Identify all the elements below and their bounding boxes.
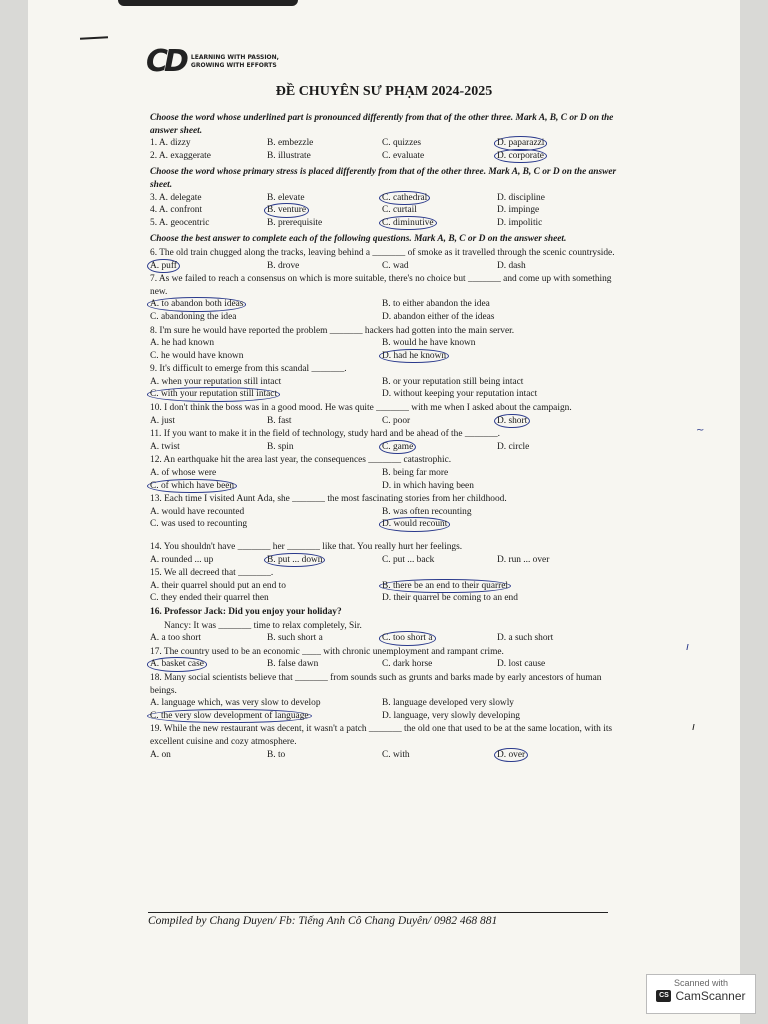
- option-c: C. with: [382, 749, 410, 760]
- option-b: [267, 554, 382, 567]
- question-16-options: [150, 632, 620, 645]
- section-instruction: Choose the word whose underlined part is pronounced differently from that of the other three. Mark A, B, C or D on the answer sheet.: [150, 113, 614, 136]
- option-c: [382, 217, 497, 230]
- logo: [146, 44, 279, 79]
- option-c: C. they ended their quarrel then: [150, 593, 269, 604]
- option-b: B. was often recounting: [382, 506, 472, 517]
- answer-circle: C. diminutive: [379, 216, 437, 231]
- pen-scribble-mark: ~: [696, 425, 705, 436]
- question-14-options: [150, 554, 620, 567]
- answer-circle: B. there be an end to their quarrel: [379, 579, 511, 594]
- option-d: D. circle: [497, 441, 530, 452]
- option-b: B. fast: [267, 415, 292, 426]
- option-d: [497, 137, 617, 150]
- option-d: D. dash: [497, 260, 526, 271]
- option-d: [497, 749, 617, 762]
- question-17: 17. The country used to be an economic ____ with chronic unemployment and rampant crime.: [150, 646, 504, 657]
- question-5: [150, 217, 620, 230]
- answer-circle: D. over: [494, 748, 528, 763]
- option-b: B. to either abandon the idea: [382, 299, 490, 310]
- question-7: 7. As we failed to reach a consensus on which is more suitable, there's no choice but _______ and come up with something new.: [150, 274, 612, 297]
- question-10-options: [150, 415, 620, 428]
- option-c: C. put ... back: [382, 554, 435, 565]
- question-8: 8. I'm sure he would have reported the problem _______ hackers had gotten into the main server.: [150, 325, 515, 336]
- camscanner-logo-icon: CS: [656, 990, 671, 1002]
- question-10: 10. I don't think the boss was in a good mood. He was quite _______ with me when I asked about the campaign.: [150, 403, 572, 414]
- question-13-options: [150, 506, 620, 531]
- question-17-options: [150, 658, 620, 671]
- option-c: C. abandoning the idea: [150, 311, 237, 322]
- option-b: B. to: [267, 749, 286, 760]
- option-a: A. on: [150, 749, 171, 760]
- option-b: [382, 580, 620, 593]
- question-18: 18. Many social scientists believe that _______ from sounds such as grunts and barks made by early ancestors of human beings.: [150, 672, 602, 696]
- question-12-options: [150, 467, 620, 492]
- option-c: [382, 192, 497, 205]
- option-a: A. of whose were: [150, 468, 217, 479]
- option-a: [150, 298, 382, 311]
- option-b: B. false dawn: [267, 659, 319, 670]
- option-c: C. was used to recounting: [150, 519, 248, 530]
- question-4: [150, 204, 620, 217]
- answer-circle: C. the very slow development of language: [147, 709, 312, 724]
- option-a: 4. A. confront: [150, 205, 203, 216]
- option-d: D. language, very slowly developing: [382, 710, 520, 721]
- question-15: 15. We all decreed that _______.: [150, 568, 274, 579]
- option-a: A. twist: [150, 441, 180, 452]
- question-16: 16. Professor Jack: Did you enjoy your holiday?: [150, 606, 342, 617]
- section-instruction: Choose the word whose primary stress is placed differently from that of the other three. Mark A, B, C or D on the answer sheet.: [150, 167, 617, 190]
- option-d: D. impolitic: [497, 217, 543, 228]
- option-d: D. lost cause: [497, 659, 546, 670]
- option-a: A. he had known: [150, 338, 215, 349]
- option-c: [150, 480, 382, 493]
- option-a: A. just: [150, 415, 176, 426]
- option-a: 1. A. dizzy: [150, 138, 191, 149]
- option-b: B. such short a: [267, 633, 323, 644]
- option-d: D. in which having been: [382, 480, 474, 491]
- answer-circle: A. puff: [147, 259, 180, 274]
- option-a: A. would have recounted: [150, 506, 245, 517]
- logo-slogan: LEARNING WITH PASSION, GROWING WITH EFFORTS: [190, 53, 279, 69]
- option-c: C. quizzes: [382, 138, 422, 149]
- option-b: B. embezzle: [267, 138, 314, 149]
- answer-circle: D. short: [494, 414, 530, 429]
- scanned-page: [28, 0, 740, 1024]
- pen-mark: ı: [686, 640, 690, 653]
- question-2: [150, 150, 620, 163]
- option-c: [382, 441, 497, 454]
- option-a: 2. A. exaggerate: [150, 150, 211, 161]
- option-d: [497, 415, 617, 428]
- answer-circle: A. to abandon both ideas: [147, 297, 246, 312]
- answer-circle: C. game: [379, 440, 416, 455]
- option-a: 5. A. geocentric: [150, 217, 210, 228]
- option-b: B. or your reputation still being intact: [382, 376, 524, 387]
- option-d: D. discipline: [497, 192, 545, 203]
- question-19-options: [150, 749, 620, 762]
- pen-mark: ı: [692, 720, 696, 733]
- option-d: [382, 518, 620, 531]
- option-b: B. would he have known: [382, 338, 476, 349]
- option-c: [150, 710, 382, 723]
- scan-edge-mark: [118, 0, 298, 6]
- option-c: C. evaluate: [382, 150, 425, 161]
- option-c: C. poor: [382, 415, 411, 426]
- option-a: [150, 658, 267, 671]
- option-c: C. dark horse: [382, 659, 433, 670]
- option-c: C. wad: [382, 260, 409, 271]
- question-6: 6. The old train chugged along the tracks, leaving behind a _______ of smoke as it travelled through the scenic countryside.: [150, 247, 615, 258]
- logo-mark: CD: [146, 44, 185, 79]
- section-instruction: Choose the best answer to complete each of the following questions. Mark A, B, C or D on the answer sheet.: [150, 234, 567, 245]
- question-7-options: [150, 298, 620, 323]
- option-c: C. curtail: [382, 205, 417, 216]
- footer-credit: Compiled by Chang Duyen/ Fb: Tiếng Anh Cô Chang Duyên/ 0982 468 881: [148, 912, 608, 927]
- answer-circle: A. basket case: [147, 657, 207, 672]
- option-b: B. being far more: [382, 468, 449, 479]
- option-d: D. without keeping your reputation intact: [382, 389, 538, 400]
- option-c: [382, 632, 497, 645]
- option-a: [150, 260, 267, 273]
- option-a: A. a too short: [150, 633, 202, 644]
- question-11: 11. If you want to make it in the field of technology, study hard and be ahead of the _______.: [150, 429, 500, 440]
- question-13: 13. Each time I visited Aunt Ada, she _______ the most fascinating stories from her childhood.: [150, 494, 507, 505]
- question-18-options: [150, 697, 620, 722]
- option-d: [497, 150, 617, 163]
- option-d: D. a such short: [497, 633, 554, 644]
- option-a: A. when your reputation still intact: [150, 376, 282, 387]
- answer-circle: D. had he known: [379, 349, 449, 364]
- option-d: D. impinge: [497, 205, 540, 216]
- answer-circle: C. cathedral: [379, 191, 430, 206]
- answer-circle: C. too short a: [379, 631, 436, 646]
- question-16-dialogue: Nancy: It was _______ time to relax completely, Sir.: [164, 620, 362, 631]
- option-d: D. run ... over: [497, 554, 550, 565]
- question-9: 9. It's difficult to emerge from this scandal _______.: [150, 364, 347, 375]
- option-d: [382, 350, 620, 363]
- question-11-options: [150, 441, 620, 454]
- option-b: B. prerequisite: [267, 217, 323, 228]
- option-a: A. rounded ... up: [150, 554, 214, 565]
- option-b: B. elevate: [267, 192, 305, 203]
- exam-title: ĐỀ CHUYÊN SƯ PHẠM 2024-2025: [275, 84, 493, 99]
- option-b: B. spin: [267, 441, 294, 452]
- question-19: 19. While the new restaurant was decent, it wasn't a patch _______ the old one that used to be at the same location, with its excellent cuisine and cozy atmosphere.: [150, 724, 613, 747]
- option-d: D. abandon either of the ideas: [382, 311, 495, 322]
- answer-circle: B. venture: [264, 203, 309, 218]
- option-a: A. language which, was very slow to develop: [150, 698, 321, 709]
- question-9-options: [150, 376, 620, 401]
- answer-circle: D. corporate: [494, 149, 547, 164]
- option-a: A. their quarrel should put an end to: [150, 580, 286, 591]
- option-b: B. illustrate: [267, 150, 311, 161]
- option-c: C. he would have known: [150, 350, 244, 361]
- question-14: 14. You shouldn't have _______ her _______ like that. You really hurt her feelings.: [150, 542, 463, 552]
- question-1: [150, 137, 620, 150]
- option-b: [267, 204, 382, 217]
- pen-dash-mark: [80, 36, 108, 39]
- camscanner-watermark: Scanned with CS CamScanner: [646, 974, 756, 1014]
- option-c: [150, 388, 382, 401]
- question-15-options: [150, 580, 620, 605]
- option-a: 3. A. delegate: [150, 192, 202, 203]
- option-b: B. language developed very slowly: [382, 698, 514, 709]
- option-d: D. their quarrel be coming to an end: [382, 593, 518, 604]
- option-b: B. drove: [267, 260, 300, 271]
- question-6-options: [150, 260, 620, 273]
- question-12: 12. An earthquake hit the area last year, the consequences _______ catastrophic.: [150, 455, 452, 466]
- exam-content: [150, 108, 620, 761]
- question-8-options: [150, 337, 620, 362]
- answer-circle: C. of which have been: [147, 479, 237, 494]
- answer-circle: D. would recount: [379, 517, 450, 532]
- question-3: [150, 192, 620, 205]
- answer-circle: D. paparazzi: [494, 136, 547, 151]
- answer-circle: B. put ... down: [264, 553, 325, 568]
- answer-circle: C. with your reputation still intact: [147, 387, 280, 402]
